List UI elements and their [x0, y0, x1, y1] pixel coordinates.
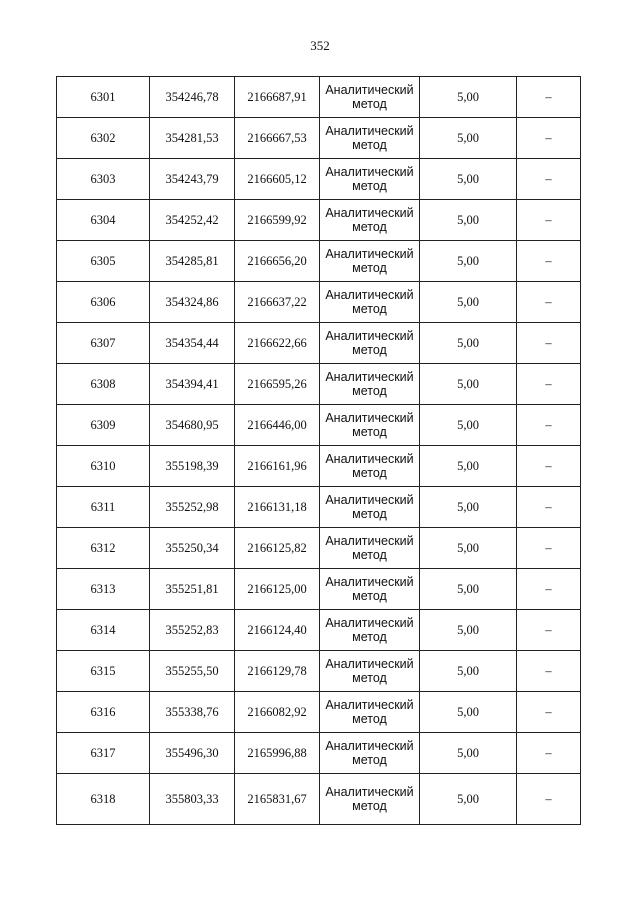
method-cell — [320, 774, 420, 825]
method-line-1: Аналитический — [325, 698, 414, 712]
x-coordinate-cell: 354252,42 — [150, 200, 235, 241]
accuracy-cell: 5,00 — [420, 610, 517, 651]
method-cell — [320, 651, 420, 692]
method-line-1: Аналитический — [325, 657, 414, 671]
x-coordinate-cell: 355338,76 — [150, 692, 235, 733]
method-cell — [320, 569, 420, 610]
note-cell: – — [517, 774, 581, 825]
x-coordinate-cell: 354324,86 — [150, 282, 235, 323]
method-line-2: метод — [352, 179, 387, 193]
method-line-2: метод — [352, 712, 387, 726]
table-row — [57, 323, 581, 364]
note-cell: – — [517, 733, 581, 774]
method-line-1: Аналитический — [325, 370, 414, 384]
point-number-cell: 6308 — [57, 364, 150, 405]
table-row — [57, 118, 581, 159]
method-cell — [320, 118, 420, 159]
point-number-cell: 6302 — [57, 118, 150, 159]
note-cell: – — [517, 241, 581, 282]
y-coordinate-cell: 2166656,20 — [235, 241, 320, 282]
note-cell: – — [517, 528, 581, 569]
y-coordinate-cell: 2166125,00 — [235, 569, 320, 610]
method-line-1: Аналитический — [325, 124, 414, 138]
accuracy-cell: 5,00 — [420, 241, 517, 282]
accuracy-cell: 5,00 — [420, 733, 517, 774]
page-number: 352 — [310, 38, 330, 53]
point-number-cell: 6304 — [57, 200, 150, 241]
x-coordinate-cell: 354680,95 — [150, 405, 235, 446]
method-line-2: метод — [352, 138, 387, 152]
method-cell — [320, 733, 420, 774]
table-row — [57, 610, 581, 651]
point-number-cell: 6311 — [57, 487, 150, 528]
table-row — [57, 774, 581, 825]
accuracy-cell: 5,00 — [420, 487, 517, 528]
method-cell — [320, 446, 420, 487]
accuracy-cell: 5,00 — [420, 282, 517, 323]
method-line-2: метод — [352, 97, 387, 111]
point-number-cell: 6312 — [57, 528, 150, 569]
method-cell — [320, 487, 420, 528]
method-line-2: метод — [352, 220, 387, 234]
method-cell — [320, 692, 420, 733]
y-coordinate-cell: 2166446,00 — [235, 405, 320, 446]
x-coordinate-cell: 354281,53 — [150, 118, 235, 159]
method-line-1: Аналитический — [325, 411, 414, 425]
method-line-1: Аналитический — [325, 83, 414, 97]
method-cell — [320, 528, 420, 569]
method-line-1: Аналитический — [325, 206, 414, 220]
method-cell — [320, 405, 420, 446]
note-cell: – — [517, 651, 581, 692]
y-coordinate-cell: 2166667,53 — [235, 118, 320, 159]
method-line-2: метод — [352, 343, 387, 357]
y-coordinate-cell: 2166161,96 — [235, 446, 320, 487]
point-number-cell: 6309 — [57, 405, 150, 446]
accuracy-cell: 5,00 — [420, 651, 517, 692]
point-number-cell: 6303 — [57, 159, 150, 200]
method-cell — [320, 364, 420, 405]
x-coordinate-cell: 355250,34 — [150, 528, 235, 569]
point-number-cell: 6307 — [57, 323, 150, 364]
method-line-2: метод — [352, 671, 387, 685]
y-coordinate-cell: 2166622,66 — [235, 323, 320, 364]
table-row — [57, 651, 581, 692]
method-line-2: метод — [352, 384, 387, 398]
accuracy-cell: 5,00 — [420, 118, 517, 159]
method-line-1: Аналитический — [325, 247, 414, 261]
method-line-2: метод — [352, 589, 387, 603]
x-coordinate-cell: 355496,30 — [150, 733, 235, 774]
accuracy-cell: 5,00 — [420, 364, 517, 405]
note-cell: – — [517, 118, 581, 159]
accuracy-cell: 5,00 — [420, 200, 517, 241]
y-coordinate-cell: 2166125,82 — [235, 528, 320, 569]
table-row — [57, 364, 581, 405]
method-line-1: Аналитический — [325, 452, 414, 466]
point-number-cell: 6306 — [57, 282, 150, 323]
method-line-1: Аналитический — [325, 288, 414, 302]
point-number-cell: 6316 — [57, 692, 150, 733]
point-number-cell: 6314 — [57, 610, 150, 651]
table-row — [57, 528, 581, 569]
method-line-1: Аналитический — [325, 329, 414, 343]
y-coordinate-cell: 2166595,26 — [235, 364, 320, 405]
method-cell — [320, 610, 420, 651]
y-coordinate-cell: 2166124,40 — [235, 610, 320, 651]
table-row — [57, 569, 581, 610]
method-cell — [320, 77, 420, 118]
note-cell: – — [517, 446, 581, 487]
coordinates-table-body — [57, 77, 581, 825]
method-line-1: Аналитический — [325, 165, 414, 179]
method-line-2: метод — [352, 630, 387, 644]
y-coordinate-cell: 2166129,78 — [235, 651, 320, 692]
x-coordinate-cell: 354246,78 — [150, 77, 235, 118]
x-coordinate-cell: 354354,44 — [150, 323, 235, 364]
method-line-2: метод — [352, 799, 387, 813]
method-line-1: Аналитический — [325, 493, 414, 507]
x-coordinate-cell: 355251,81 — [150, 569, 235, 610]
table-row — [57, 405, 581, 446]
method-cell — [320, 159, 420, 200]
method-line-2: метод — [352, 466, 387, 480]
point-number-cell: 6313 — [57, 569, 150, 610]
table-row — [57, 200, 581, 241]
note-cell: – — [517, 200, 581, 241]
method-cell — [320, 241, 420, 282]
table-row — [57, 282, 581, 323]
point-number-cell: 6305 — [57, 241, 150, 282]
accuracy-cell: 5,00 — [420, 569, 517, 610]
point-number-cell: 6315 — [57, 651, 150, 692]
table-row — [57, 77, 581, 118]
coordinates-table — [56, 76, 581, 825]
note-cell: – — [517, 692, 581, 733]
table-row — [57, 692, 581, 733]
note-cell: – — [517, 323, 581, 364]
method-line-2: метод — [352, 261, 387, 275]
note-cell: – — [517, 364, 581, 405]
accuracy-cell: 5,00 — [420, 446, 517, 487]
method-line-2: метод — [352, 548, 387, 562]
accuracy-cell: 5,00 — [420, 692, 517, 733]
y-coordinate-cell: 2166605,12 — [235, 159, 320, 200]
method-line-1: Аналитический — [325, 534, 414, 548]
accuracy-cell: 5,00 — [420, 528, 517, 569]
x-coordinate-cell: 355252,83 — [150, 610, 235, 651]
y-coordinate-cell: 2165831,67 — [235, 774, 320, 825]
method-cell — [320, 200, 420, 241]
table-row — [57, 487, 581, 528]
method-cell — [320, 282, 420, 323]
y-coordinate-cell: 2165996,88 — [235, 733, 320, 774]
y-coordinate-cell: 2166599,92 — [235, 200, 320, 241]
y-coordinate-cell: 2166131,18 — [235, 487, 320, 528]
x-coordinate-cell: 355198,39 — [150, 446, 235, 487]
note-cell: – — [517, 569, 581, 610]
table-row — [57, 446, 581, 487]
x-coordinate-cell: 354285,81 — [150, 241, 235, 282]
table-row — [57, 733, 581, 774]
accuracy-cell: 5,00 — [420, 405, 517, 446]
point-number-cell: 6317 — [57, 733, 150, 774]
method-line-1: Аналитический — [325, 616, 414, 630]
x-coordinate-cell: 355252,98 — [150, 487, 235, 528]
accuracy-cell: 5,00 — [420, 159, 517, 200]
x-coordinate-cell: 354243,79 — [150, 159, 235, 200]
method-line-1: Аналитический — [325, 575, 414, 589]
point-number-cell: 6310 — [57, 446, 150, 487]
x-coordinate-cell: 355803,33 — [150, 774, 235, 825]
method-line-1: Аналитический — [325, 739, 414, 753]
method-line-2: метод — [352, 753, 387, 767]
note-cell: – — [517, 77, 581, 118]
point-number-cell: 6318 — [57, 774, 150, 825]
y-coordinate-cell: 2166687,91 — [235, 77, 320, 118]
accuracy-cell: 5,00 — [420, 323, 517, 364]
note-cell: – — [517, 159, 581, 200]
y-coordinate-cell: 2166082,92 — [235, 692, 320, 733]
accuracy-cell: 5,00 — [420, 774, 517, 825]
x-coordinate-cell: 354394,41 — [150, 364, 235, 405]
y-coordinate-cell: 2166637,22 — [235, 282, 320, 323]
accuracy-cell: 5,00 — [420, 77, 517, 118]
note-cell: – — [517, 487, 581, 528]
table-row — [57, 241, 581, 282]
method-line-1: Аналитический — [325, 785, 414, 799]
method-cell — [320, 323, 420, 364]
note-cell: – — [517, 405, 581, 446]
method-line-2: метод — [352, 507, 387, 521]
note-cell: – — [517, 610, 581, 651]
table-row — [57, 159, 581, 200]
method-line-2: метод — [352, 425, 387, 439]
method-line-2: метод — [352, 302, 387, 316]
point-number-cell: 6301 — [57, 77, 150, 118]
x-coordinate-cell: 355255,50 — [150, 651, 235, 692]
note-cell: – — [517, 282, 581, 323]
